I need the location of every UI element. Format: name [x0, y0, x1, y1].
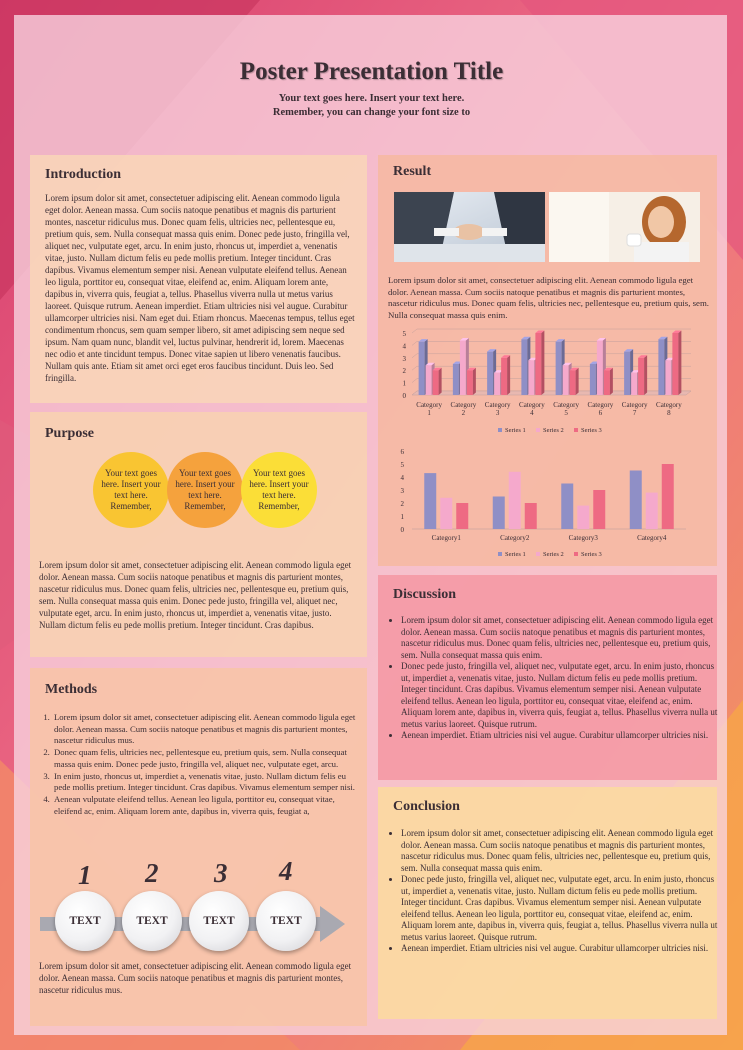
x-tick-label: Category: [621, 401, 648, 409]
methods-body: Lorem ipsum dolor sit amet, consectetuer adipiscing elit. Aenean commodo ligula eget dolor. Aenean massa. Cum sociis natoque penatibus et magnis dis parturient montes, nascetur ridiculus mus.: [39, 961, 352, 995]
discussion-list: [391, 615, 721, 742]
conclusion-list-item: • Aenean imperdiet. Etiam ultricies nisi vel augue. Curabitur ullamcorper ultricies nisi.: [401, 943, 721, 955]
purpose-circle-1: Your text goes here. Insert your text here. Remember,: [93, 452, 169, 528]
y-tick-label: 4: [402, 342, 406, 351]
legend-swatch: [536, 552, 540, 556]
methods-list-item: 4. Aenean vulputate eleifend tellus. Aenean leo ligula, porttitor eu, consequat vitae, eleifend ac, enim. Aliquam lorem ante, dapibus in, viverra quis, feugiat a,: [52, 794, 364, 817]
discussion-heading: Discussion: [393, 587, 457, 602]
bar-side: [610, 368, 613, 395]
result-panel: [378, 155, 717, 566]
bar-series-3: [467, 370, 473, 395]
y-tick-label: 0: [400, 526, 404, 534]
y-tick-label: 3: [400, 487, 404, 495]
bar-series-3: [433, 370, 439, 395]
discussion-list-item: • Aenean imperdiet. Etiam ultricies nisi vel augue. Curabitur ullamcorper ultricies nisi.: [401, 730, 721, 742]
bar-series-1: [521, 339, 527, 395]
methods-list-item: 3. In enim justo, rhoncus ut, imperdiet a, venenatis vitae, justo. Nullam dictum felis eu pede mollis pretium. Integer tincidunt. Cras dapibus. Vivamus elementum semper nisi.: [52, 771, 364, 794]
bar-series-1: [487, 352, 493, 395]
x-tick-label: 2: [461, 409, 466, 417]
y-tick-label: 2: [402, 367, 406, 376]
bar-series-2: [577, 506, 589, 529]
legend-swatch: [574, 428, 578, 432]
bar-series-3: [535, 333, 541, 395]
bar-series-3: [570, 370, 576, 395]
bar-side: [473, 368, 476, 395]
poster-title: Poster Presentation Title: [239, 58, 504, 85]
legend-label: Series 1: [505, 551, 526, 558]
grid-line-diag: [412, 366, 417, 370]
legend-label: Series 1: [505, 427, 526, 434]
x-tick-label: Category1: [431, 534, 461, 542]
legend-label: Series 3: [581, 551, 602, 558]
poster-subtitle: [0, 92, 743, 120]
result-chart-3d: [386, 327, 716, 439]
introduction-heading: Introduction: [45, 167, 121, 182]
methods-list-item: 2. Donec quam felis, ultricies nec, pellentesque eu, pretium quis, sem. Nulla consequat massa quis enim. Donec pede justo, fringilla vel, aliquet nec, vulputate eget, arcu.: [52, 747, 364, 770]
step-number-4: 4: [279, 856, 293, 886]
legend-label: Series 2: [543, 427, 564, 434]
bar-side: [507, 355, 510, 395]
x-tick-label: Category4: [637, 534, 667, 542]
bar-series-2: [646, 493, 658, 529]
bar-side: [576, 368, 579, 395]
introduction-panel: [30, 155, 367, 403]
x-tick-label: 7: [632, 409, 637, 417]
handshake-photo: [394, 192, 545, 262]
step-number-3: 3: [214, 858, 228, 888]
grid-line-diag: [412, 354, 417, 358]
result-chart-2d: [386, 445, 716, 563]
result-body: Lorem ipsum dolor sit amet, consectetuer adipiscing elit. Aenean commodo ligula eget dolor. Aenean massa. Cum sociis natoque penatibus et magnis dis parturient montes, nascetur ridiculus mus. Donec quam felis, ultricies nec, pellentesque eu, pretium quis, sem. Nulla consequat massa quis enim.: [388, 275, 710, 320]
x-tick-label: Category: [416, 401, 442, 409]
bar-series-3: [501, 358, 507, 395]
purpose-panel: [30, 412, 367, 657]
x-tick-label: Category3: [568, 534, 598, 542]
y-tick-label: 3: [402, 354, 406, 363]
x-tick-label: Category: [450, 401, 477, 409]
bar-series-1: [453, 364, 459, 395]
bar-series-2: [597, 340, 603, 395]
bar-series-1: [590, 364, 596, 395]
bar-series-1: [419, 342, 425, 395]
bar-series-3: [604, 370, 610, 395]
y-tick-label: 5: [400, 461, 404, 469]
bar-series-3: [456, 503, 468, 529]
x-tick-label: 1: [427, 409, 431, 417]
purpose-heading: Purpose: [45, 426, 94, 441]
bar-series-3: [638, 358, 644, 395]
grid-line-diag: [412, 341, 417, 345]
conclusion-list-item: • Donec pede justo, fringilla vel, aliquet nec, vulputate eget, arcu. In enim justo, rhoncus ut, imperdiet a, venenatis vitae, justo. Nullam dictum felis eu pede mollis pretium. Integer tincidunt. Cras dapibus. Vivamus elementum semper nisi. Aenean vulputate eleifend tellus. Aenean leo ligula, porttitor eu, consequat vitae, eleifend ac, enim. Aliquam lorem ante, dapibus in, viverra quis, feugiat a, tellus. Phasellus viverra nulla ut metus varius laoreet. Quisque rutrum.: [401, 874, 721, 943]
x-tick-label: 5: [564, 409, 568, 417]
bar-side: [678, 331, 681, 396]
conclusion-list-item: • Lorem ipsum dolor sit amet, consectetuer adipiscing elit. Aenean commodo ligula eget dolor. Aenean massa. Cum sociis natoque penatibus et magnis dis parturient montes, nascetur ridiculus mus. Donec quam felis, ultricies nec, pellentesque eu, pretium quis, sem. Nulla consequat massa quis enim.: [401, 828, 721, 874]
bar-side: [644, 355, 647, 395]
subtitle-line-2: Remember, you can change your font size to: [272, 107, 471, 118]
subtitle-line-1: Your text goes here. Insert your text here.: [278, 93, 465, 104]
purpose-circle-2: Your text goes here. Insert your text here. Remember,: [167, 452, 243, 528]
y-tick-label: 2: [400, 500, 404, 508]
bar-series-2: [426, 365, 432, 395]
x-tick-label: Category: [587, 401, 614, 409]
bar-series-1: [630, 471, 642, 530]
bar-side: [541, 331, 544, 396]
step-bubble-2: TEXT: [122, 891, 182, 951]
x-tick-label: Category: [553, 401, 579, 409]
discussion-panel: [378, 575, 717, 780]
bar-series-2: [563, 365, 569, 395]
bar-series-2: [509, 472, 521, 529]
conclusion-list: [391, 828, 721, 955]
bar-side: [439, 368, 442, 395]
x-tick-label: Category2: [500, 534, 530, 542]
conclusion-heading: Conclusion: [393, 799, 460, 814]
bar-series-2: [494, 373, 500, 395]
legend-label: Series 3: [581, 427, 602, 434]
methods-panel: [30, 668, 367, 1026]
bar-series-1: [561, 484, 573, 530]
bar-series-2: [528, 360, 534, 395]
bar-series-2: [460, 340, 466, 395]
x-tick-label: 6: [598, 409, 603, 417]
bar-series-1: [658, 339, 664, 395]
discussion-list-item: • Donec pede justo, fringilla vel, aliquet nec, vulputate eget, arcu. In enim justo, rhoncus ut, imperdiet a, venenatis vitae, justo. Nullam dictum felis eu pede mollis pretium. Integer tincidunt. Cras dapibus. Vivamus elementum semper nisi. Aenean vulputate eleifend tellus. Aenean leo ligula, porttitor eu, consequat vitae, eleifend ac, enim. Aliquam lorem ante, dapibus in, viverra quis, feugiat a, tellus. Phasellus viverra nulla ut metus varius laoreet. Quisque rutrum.: [401, 661, 721, 730]
x-tick-label: Category: [484, 401, 511, 409]
legend-swatch: [498, 428, 502, 432]
x-tick-label: 3: [495, 409, 500, 417]
introduction-body: Lorem ipsum dolor sit amet, consectetuer adipiscing elit. Aenean commodo ligula eget dolor. Aenean massa. Cum sociis natoque penatibus et magnis dis parturient montes, nascetur ridiculus mus. Donec quam felis, ultricies nec, pellentesque eu, pretium quis, sem. Nulla consequat massa quis enim. Donec pede justo, fringilla vel, aliquet nec, vulputate eget, arcu. In enim justo, rhoncus ut, imperdiet a, venenatis vitae, justo. Nullam dictum felis eu pede mollis pretium. Integer tincidunt. Cras dapibus. Vivamus elementum semper nisi. Aenean vulputate eleifend tellus. Aenean leo ligula, porttitor eu, consequat vitae, eleifend ac, enim. Aliquam lorem ante, dapibus in, viverra quis, feugiat a, tellus. Phasellus viverra nulla ut metus varius laoreet. Quisque rutrum. Aenean imperdiet. Etiam ultricies nisi vel augue. Curabitur ullamcorper ultricies nisi. Nam eget dui. Etiam rhoncus. Maecenas tempus, tellus eget condimentum rhoncus, sem quam semper libero, sit amet adipiscing sem neque sed ipsum. Nam quam nunc, blandit vel, luctus pulvinar, hendrerit id, lorem. Maecenas nec odio et ante tincidunt tempus. Donec vitae sapien ut libero venenatis faucibus. Nullam quis ante. Etiam sit amet orci eget eros faucibus tincidunt. Duis leo. Sed fringilla.: [45, 193, 355, 383]
grid-line-diag: [412, 379, 417, 383]
legend-swatch: [574, 552, 578, 556]
step-number-2: 2: [145, 858, 159, 888]
x-tick-label: 8: [667, 409, 671, 417]
methods-list: [39, 712, 364, 817]
purpose-circle-3: Your text goes here. Insert your text here. Remember,: [241, 452, 317, 528]
step-bubble-1: TEXT: [55, 891, 115, 951]
bar-series-2: [631, 373, 637, 395]
legend-swatch: [498, 552, 502, 556]
bar-series-2: [440, 498, 452, 529]
result-heading: Result: [393, 164, 432, 179]
x-tick-label: Category: [519, 401, 545, 409]
bar-series-3: [662, 464, 674, 529]
purpose-body: Lorem ipsum dolor sit amet, consectetuer adipiscing elit. Aenean commodo ligula eget dolor. Aenean massa. Cum sociis natoque penatibus et magnis dis parturient montes, nascetur ridiculus mus. Donec quam felis, ultricies nec, pellentesque eu, pretium quis, sem. Nulla consequat massa quis enim. Donec pede justo, fringilla vel, aliquet nec, vulputate eget, arcu. In enim justo, rhoncus ut, imperdiet a, venenatis vitae, justo. Nullam dictum felis eu pede mollis pretium. Integer tincidunt. Cras dapibus.: [39, 560, 352, 630]
step-number-1: 1: [78, 860, 92, 890]
legend-swatch: [536, 428, 540, 432]
methods-heading: Methods: [45, 682, 98, 697]
bar-series-3: [525, 503, 537, 529]
legend-label: Series 2: [543, 551, 564, 558]
discussion-list-item: • Lorem ipsum dolor sit amet, consectetuer adipiscing elit. Aenean commodo ligula eget dolor. Aenean massa. Cum sociis natoque penatibus et magnis dis parturient montes, nascetur ridiculus mus. Donec quam felis, ultricies nec, pellentesque eu, pretium quis, sem. Nulla consequat massa quis enim.: [401, 615, 721, 661]
grid-line-diag: [412, 329, 417, 333]
step-bubble-4: TEXT: [256, 891, 316, 951]
y-tick-label: 0: [402, 392, 406, 400]
y-tick-label: 1: [400, 513, 404, 521]
conclusion-panel: [378, 787, 717, 1019]
x-tick-label: Category: [656, 401, 682, 409]
y-tick-label: 6: [400, 448, 404, 456]
bar-series-2: [665, 360, 671, 395]
step-bubble-3: TEXT: [189, 891, 249, 951]
bar-series-3: [672, 333, 678, 395]
woman-cup-photo: [549, 192, 700, 262]
bar-series-1: [493, 497, 505, 530]
bar-series-1: [624, 352, 630, 395]
y-tick-label: 5: [402, 330, 406, 338]
y-tick-label: 1: [402, 379, 406, 388]
methods-list-item: 1. Lorem ipsum dolor sit amet, consectetuer adipiscing elit. Aenean commodo ligula eget dolor. Aenean massa. Cum sociis natoque penatibus et magnis dis parturient montes, nascetur ridiculus mus.: [52, 712, 364, 747]
bar-series-1: [424, 473, 436, 529]
y-tick-label: 4: [400, 474, 404, 482]
x-tick-label: 4: [530, 409, 534, 417]
bar-series-1: [556, 342, 562, 395]
bar-series-3: [593, 490, 605, 529]
